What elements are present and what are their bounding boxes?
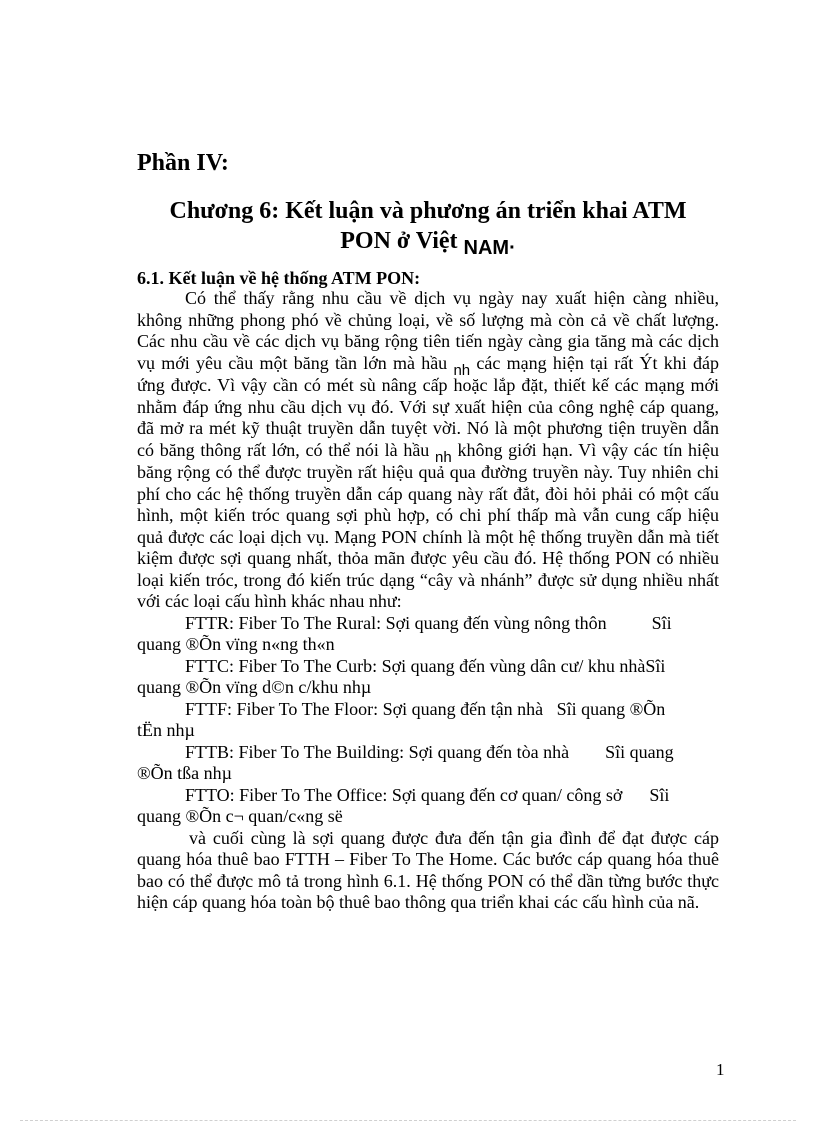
page-number: 1 — [716, 1060, 725, 1079]
intro-paragraph — [137, 288, 719, 613]
fiber-item-tail: Sîi — [645, 655, 666, 676]
fiber-item-continuation: quang ®Õn vïng d©n c/khu nhµ — [137, 677, 372, 697]
fiber-item-head: FTTB: Fiber To The Building: Sợi quang đến tòa nhà — [185, 741, 570, 762]
chapter-title-line-1: Chương 6: Kết luận và phương án triển khai ATM — [169, 198, 687, 224]
fiber-item-tail: Sîi — [651, 612, 672, 633]
page-bottom-rule — [20, 1120, 796, 1121]
chapter-title — [137, 196, 719, 257]
fiber-item-continuation: quang ®Õn c¬ quan/c«ng së — [137, 806, 343, 826]
chapter-title-line-2-main: PON ở Việt — [340, 228, 458, 254]
fiber-item — [137, 613, 719, 656]
closing-paragraph: và cuối cùng là sợi quang được đưa đến tận gia đình để đạt được cáp quang hóa thuê bao FTTH – Fiber To The Home. Các bước cáp quang hóa thuê bao có thể được mô tả trong hình 6.1. Hệ thống PON có thể dần từng bước thực hiện cáp quang hóa toàn bộ thuê bao thông qua triển khai các cấu hình của nã. — [137, 827, 719, 912]
section-heading: 6.1. Kết luận về hệ thống ATM PON: — [137, 268, 421, 288]
fiber-item-tail: Sîi — [649, 784, 670, 805]
chapter-title-nam: NAM — [463, 237, 510, 259]
fiber-item — [137, 699, 719, 742]
fiber-item-head: FTTC: Fiber To The Curb: Sợi quang đến vùng dân cư/ khu nhà — [185, 655, 646, 676]
fiber-item-head: FTTR: Fiber To The Rural: Sợi quang đến vùng nông thôn — [185, 612, 607, 633]
fiber-item — [137, 656, 719, 699]
body-text — [137, 288, 719, 914]
fiber-item — [137, 785, 719, 828]
fiber-item-tail: Sîi quang ®Õn — [556, 698, 666, 719]
chapter-title-line-2 — [137, 226, 719, 257]
intro-part-1: Có thể thấy rằng nhu cầu về dịch vụ ngày nay xuất hiện càng nhiều, không những phong phó về chủng loại, về số lượng mà còn cả về chất lượng. Các nhu cầu về các dịch vụ băng rộng tiên tiến ngày càng gia tăng mà các dịch vụ mới yêu cầu một băng tần lớn mà hầu — [137, 288, 719, 373]
fiber-item-continuation: tËn nhµ — [137, 720, 195, 740]
intro-part-2: các mạng hiện tại rất Ýt khi đáp ứng được. Vì vậy cần có mét sù nâng cấp hoặc lắp đặt, thiết kế các mạng mới nhằm đáp ứng nhu cầu dịch vụ đó. Với sự xuất hiện của công nghệ cáp quang, đã mở ra mét kỹ thuật truyền dẫn tuyệt vời. Nó là một phương tiện truyền dẫn có băng thông rất lớn, có thể nói là hầu — [137, 352, 720, 460]
intro-part-3: không giới hạn. Vì vậy các tín hiệu băng rộng có thể được truyền rất hiệu quả qua đường truyền này. Tuy nhiên chi phí cho các hệ thống truyền dẫn cáp quang này rất đắt, đòi hỏi phải có một cấu hình, một kiến tróc quang sợi phù hợp, có chi phí thấp mà vẫn cung cấp hiệu quả được các loại dịch vụ. Mạng PON chính là một hệ thống truyền dẫn mà tiết kiệm được sợi quang nhất, thỏa mãn được yêu cầu đó. Hệ thống PON có nhiều loại kiến tróc, trong đó kiến trúc dạng “cây và nhánh” được sử dụng nhiều nhất với các loại cấu hình khác nhau như: — [137, 439, 720, 611]
intro-sub-2: nh — [435, 448, 452, 466]
intro-sub-1: nh — [453, 361, 471, 379]
fiber-item — [137, 742, 719, 785]
fiber-item-tail: Sîi quang — [605, 741, 674, 762]
fiber-item-continuation: quang ®Õn vïng n«ng th«n — [137, 634, 335, 654]
chapter-title-mark: · — [509, 237, 516, 259]
fiber-item-head: FTTO: Fiber To The Office: Sợi quang đến cơ quan/ công sở — [185, 784, 623, 805]
fiber-item-head: FTTF: Fiber To The Floor: Sợi quang đến tận nhà — [185, 698, 544, 719]
fiber-item-continuation: ®Õn tßa nhµ — [137, 763, 233, 783]
part-title: Phần IV: — [137, 150, 229, 176]
